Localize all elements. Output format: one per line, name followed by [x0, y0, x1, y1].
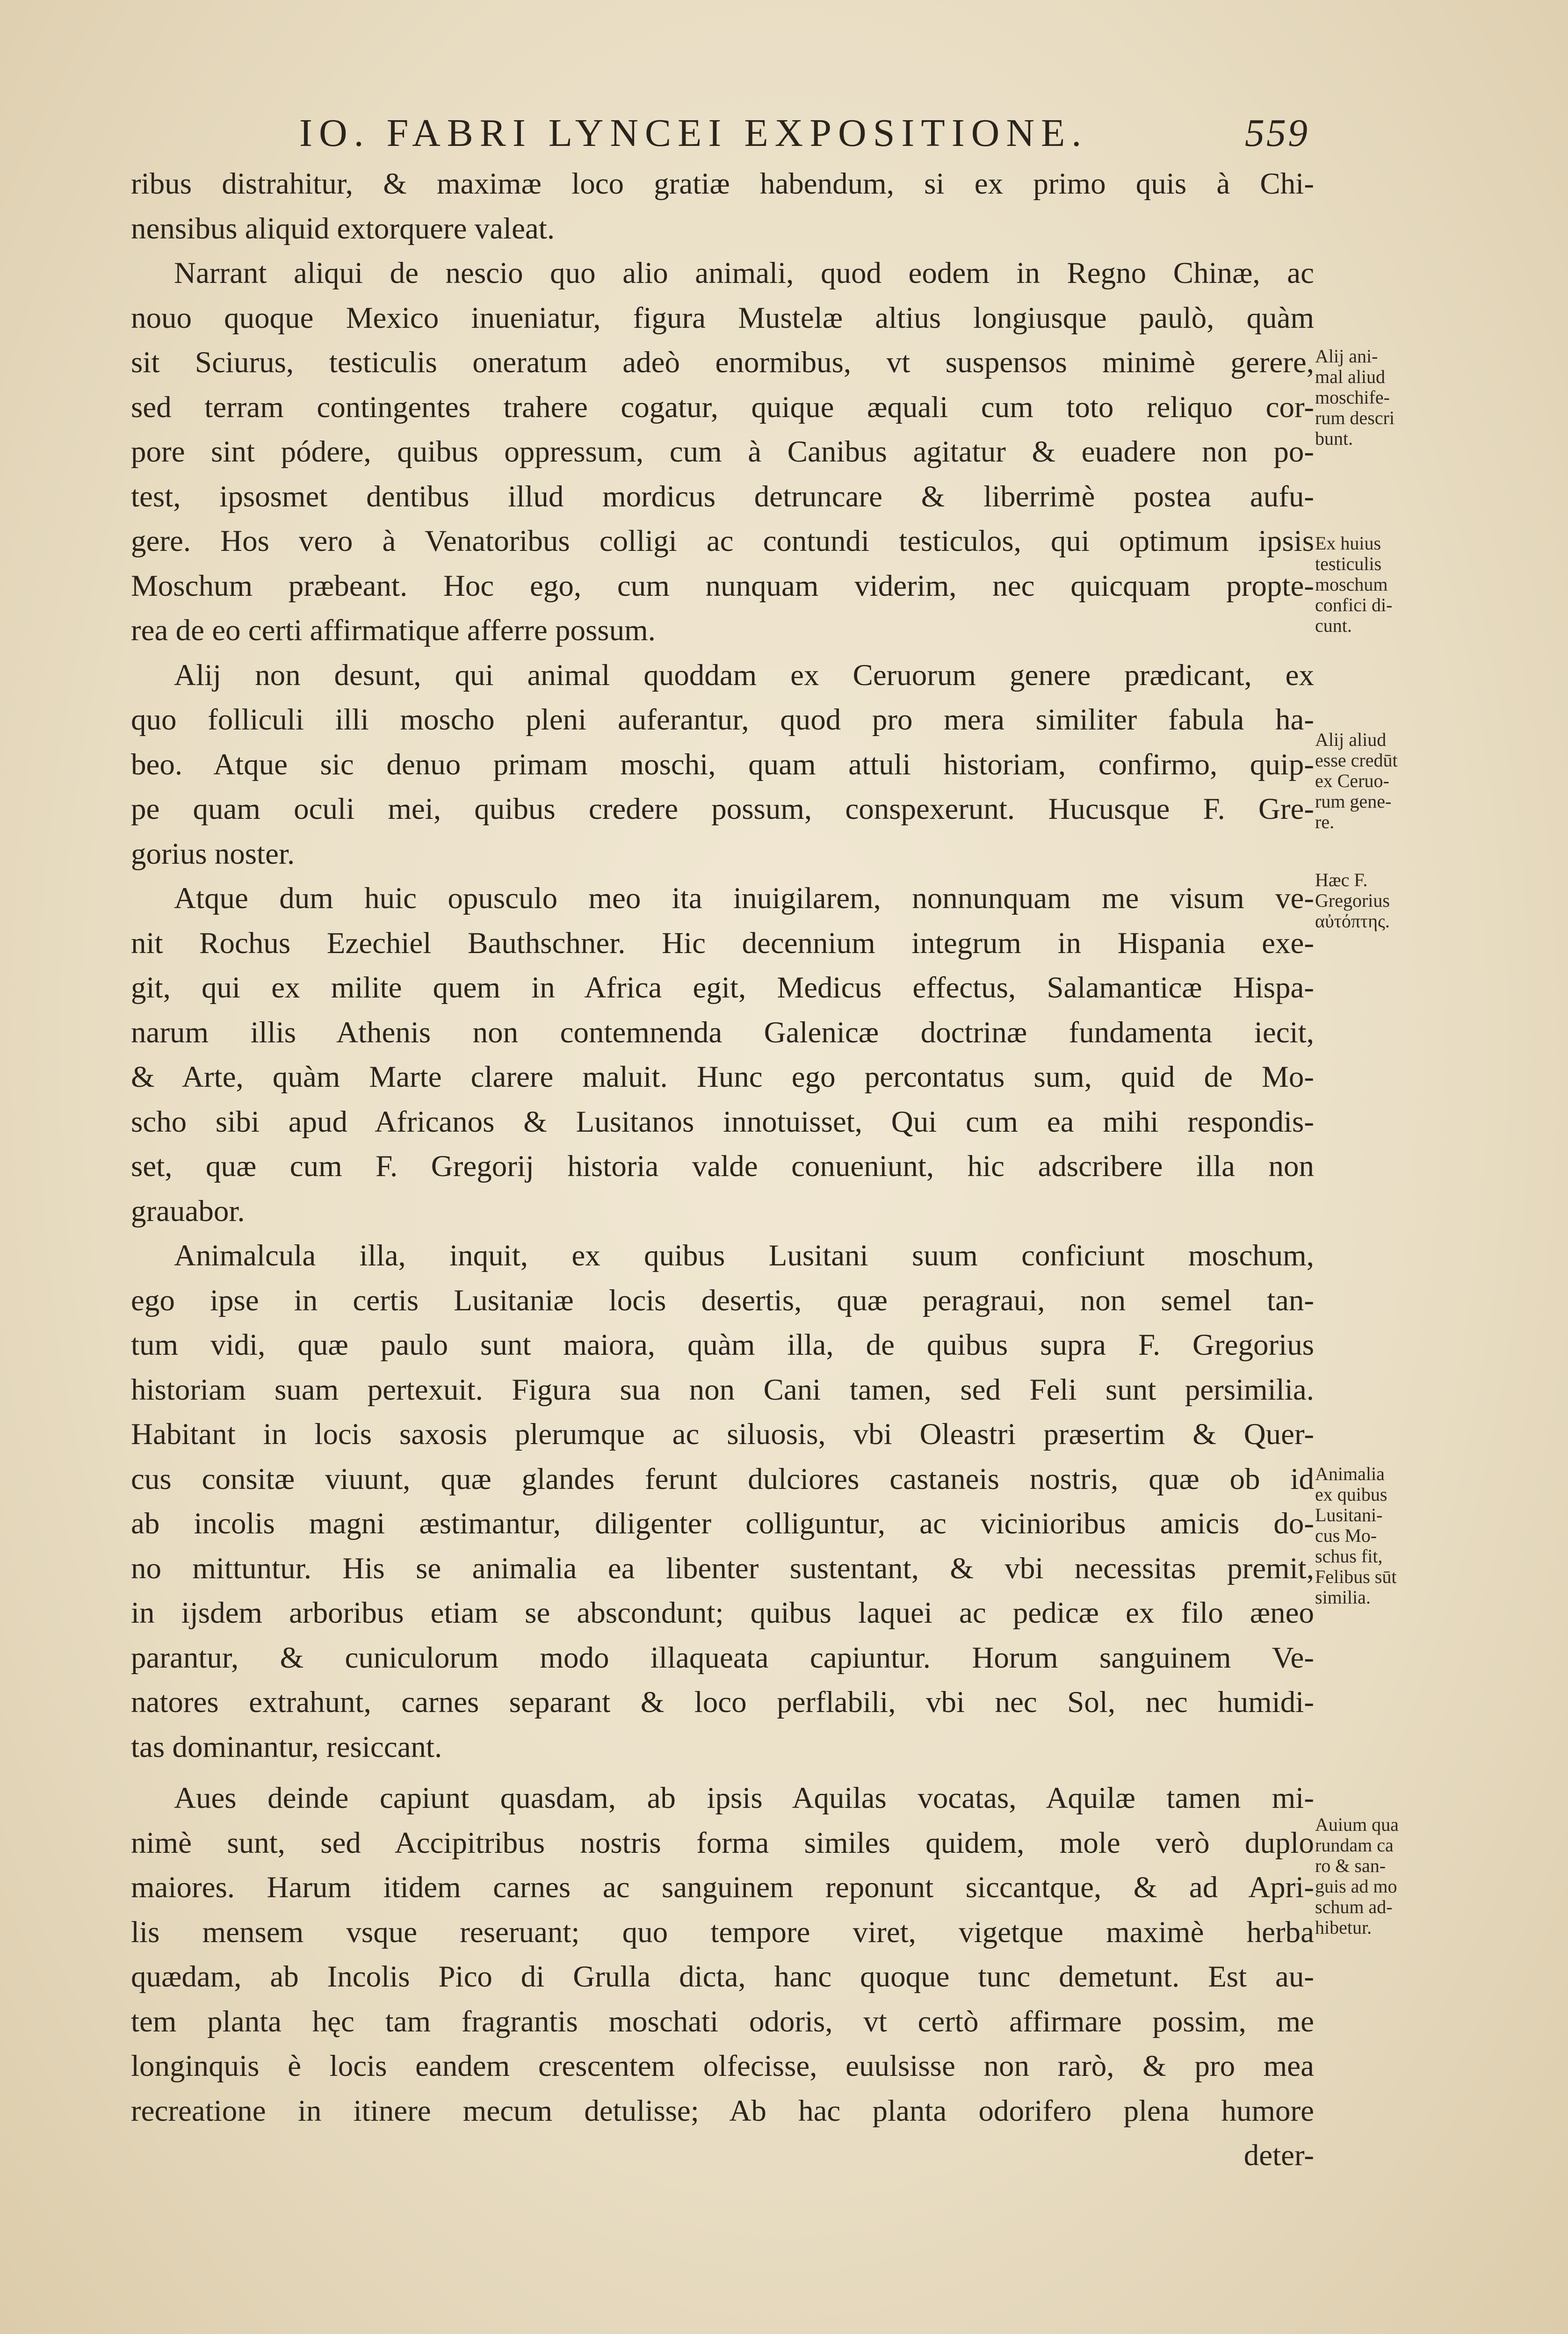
note-line: Felibus sūt [1315, 1566, 1397, 1587]
text-line: narum illis Athenis non contemnenda Galenicæ doctrinæ fundamenta iecit, [131, 1015, 1314, 1049]
note-line: mal aliud [1315, 366, 1385, 387]
page-number: 559 [1245, 111, 1309, 155]
note-line: ex Ceruo- [1315, 770, 1389, 791]
note-line: guis ad mo [1315, 1876, 1397, 1897]
text-line: ego ipse in certis Lusitaniæ locis desertis, quæ peragraui, non semel tan- [131, 1283, 1314, 1317]
marginal-note [1315, 1814, 1441, 1938]
text-line: lis mensem vsque reseruant; quo tempore viret, vigetque maximè herba [131, 1915, 1314, 1949]
note-line: schus fit, [1315, 1546, 1383, 1567]
note-line: esse credūt [1315, 750, 1398, 771]
text-line: gorius noster. [131, 837, 295, 871]
catchword: deter- [1243, 2139, 1314, 2172]
note-line: Alij aliud [1315, 729, 1387, 750]
note-line: αὐτόπτης. [1315, 910, 1390, 932]
running-title: IO. FABRI LYNCEI EXPOSITIONE. [299, 111, 1088, 155]
note-line: cus Mo- [1315, 1525, 1377, 1546]
text-line: in ijsdem arboribus etiam se abscondunt; quibus laquei ac pedicæ ex filo æneo [131, 1596, 1314, 1630]
note-line: similia. [1315, 1587, 1371, 1608]
text-line: pore sint pódere, quibus oppressum, cum à Canibus agitatur & euadere non po- [131, 435, 1314, 469]
text-line: natores extrahunt, carnes separant & loco perflabili, vbi nec Sol, nec humidi- [131, 1685, 1314, 1719]
note-line: testiculis [1315, 553, 1382, 574]
paragraph [131, 162, 1314, 251]
text-line: pe quam oculi mei, quibus credere possum, conspexerunt. Hucusque F. Gre- [131, 792, 1314, 826]
text-line: nouo quoque Mexico inueniatur, figura Mustelæ altius longiusque paulò, quàm [131, 301, 1314, 335]
marginal-note [1315, 346, 1441, 449]
paragraph [131, 1234, 1314, 1770]
running-header [299, 110, 1309, 157]
text-line: Animalcula illa, inquit, ex quibus Lusitani suum conficiunt moschum, [174, 1239, 1314, 1272]
text-line: recreatione in itinere mecum detulisse; Ab hac planta odorifero plena humore [131, 2094, 1314, 2128]
text-line: grauabor. [131, 1194, 245, 1228]
text-line: nensibus aliquid extorquere valeat. [131, 211, 555, 246]
note-line: rum descri [1315, 407, 1395, 428]
text-line: longinquis è locis eandem crescentem olfecisse, euulsisse non rarò, & pro mea [131, 2049, 1314, 2083]
text-line: quo folliculi illi moscho pleni auferantur, quod pro mera similiter fabula ha- [131, 703, 1314, 737]
note-line: confici di- [1315, 594, 1393, 615]
marginal-note [1315, 730, 1441, 832]
note-line: rum gene- [1315, 791, 1392, 812]
paragraph [131, 876, 1314, 1234]
note-line: Alij ani- [1315, 346, 1378, 367]
text-line: nimè sunt, sed Accipitribus nostris forma similes quidem, mole verò duplo [131, 1826, 1314, 1860]
text-line: rea de eo certi affirmatique afferre possum. [131, 614, 656, 647]
marginal-note [1315, 870, 1441, 932]
text-line: parantur, & cuniculorum modo illaqueata capiuntur. Horum sanguinem Ve- [131, 1640, 1314, 1675]
text-line: tum vidi, quæ paulo sunt maiora, quàm illa, de quibus supra F. Gregorius [131, 1328, 1314, 1362]
text-line: quædam, ab Incolis Pico di Grulla dicta, hanc quoque tunc demetunt. Est au- [131, 1960, 1314, 1994]
text-line: Habitant in locis saxosis plerumque ac siluosis, vbi Oleastri præsertim & Quer- [131, 1417, 1314, 1451]
text-line: Alij non desunt, qui animal quoddam ex Ceruorum genere prædicant, ex [174, 658, 1314, 692]
text-line: git, qui ex milite quem in Africa egit, Medicus effectus, Salamanticæ Hispa- [131, 971, 1314, 1004]
text-line: scho sibi apud Africanos & Lusitanos innotuisset, Qui cum ea mihi respondis- [131, 1105, 1314, 1139]
text-line: tem planta hęc tam fragrantis moschati odoris, vt certò affirmare possim, me [131, 2004, 1314, 2038]
text-line: test, ipsosmet dentibus illud mordicus detruncare & liberrimè postea aufu- [131, 479, 1314, 513]
note-line: Animalia [1315, 1463, 1385, 1484]
text-line: Moschum præbeant. Hoc ego, cum nunquam viderim, nec quicquam propte- [131, 569, 1314, 603]
text-line: no mittuntur. His se animalia ea libenter sustentant, & vbi necessitas premit, [131, 1551, 1314, 1585]
text-line: sed terram contingentes trahere cogatur, quique æquali cum toto reliquo cor- [131, 390, 1314, 424]
note-line: moschife- [1315, 387, 1390, 408]
text-line: ribus distrahitur, & maximæ loco gratiæ habendum, si ex primo quis à Chi- [131, 167, 1314, 201]
note-line: bunt. [1315, 428, 1353, 449]
text-line: maiores. Harum itidem carnes ac sanguinem reponunt siccantque, & ad Apri- [131, 1871, 1314, 1904]
marginal-note [1315, 1464, 1441, 1608]
note-line: Ex huius [1315, 533, 1381, 554]
note-line: re. [1315, 811, 1335, 832]
note-line: schum ad- [1315, 1896, 1393, 1917]
text-line: sit Sciurus, testiculis oneratum adeò enormibus, vt suspensos minimè gerere, [131, 346, 1314, 379]
paragraph [131, 1776, 1314, 2178]
text-line: historiam suam pertexuit. Figura sua non Cani tamen, sed Feli sunt persimilia. [131, 1373, 1314, 1407]
note-line: hibetur. [1315, 1917, 1372, 1938]
text-line: nit Rochus Ezechiel Bauthschner. Hic decennium integrum in Hispania exe- [131, 926, 1314, 960]
main-text [131, 162, 1314, 2172]
text-line: & Arte, quàm Marte clarere maluit. Hunc ego percontatus sum, quid de Mo- [131, 1060, 1314, 1094]
text-line: Atque dum huic opusculo meo ita inuigilarem, nonnunquam me visum ve- [174, 882, 1314, 915]
note-line: Auium qua [1315, 1814, 1399, 1835]
note-line: moschum [1315, 574, 1388, 595]
note-line: Lusitani- [1315, 1504, 1383, 1525]
text-line: beo. Atque sic denuo primam moschi, quam attuli historiam, confirmo, quip- [131, 747, 1314, 781]
note-line: cunt. [1315, 615, 1352, 636]
note-line: ex quibus [1315, 1484, 1387, 1505]
paragraph [131, 251, 1314, 653]
text-line: Aues deinde capiunt quasdam, ab ipsis Aquilas vocatas, Aquilæ tamen mi- [174, 1781, 1314, 1815]
text-line: gere. Hos vero à Venatoribus colligi ac contundi testiculos, qui optimum ipsis [131, 524, 1314, 558]
text-line: cus consitæ viuunt, quæ glandes ferunt dulciores castaneis nostris, quæ ob id [131, 1462, 1314, 1496]
text-line: set, quæ cum F. Gregorij historia valde conueniunt, hic adscribere illa non [131, 1149, 1314, 1183]
text-line: tas dominantur, resiccant. [131, 1730, 442, 1764]
note-line: Hæc F. [1315, 869, 1368, 890]
text-line: Narrant aliqui de nescio quo alio animali, quod eodem in Regno Chinæ, ac [174, 256, 1314, 290]
marginal-note [1315, 533, 1441, 636]
paragraph [131, 653, 1314, 877]
note-line: rundam ca [1315, 1835, 1394, 1856]
note-line: ro & san- [1315, 1855, 1386, 1876]
note-line: Gregorius [1315, 890, 1390, 911]
text-line: ab incolis magni æstimantur, diligenter colliguntur, ac vicinioribus amicis do- [131, 1507, 1314, 1540]
